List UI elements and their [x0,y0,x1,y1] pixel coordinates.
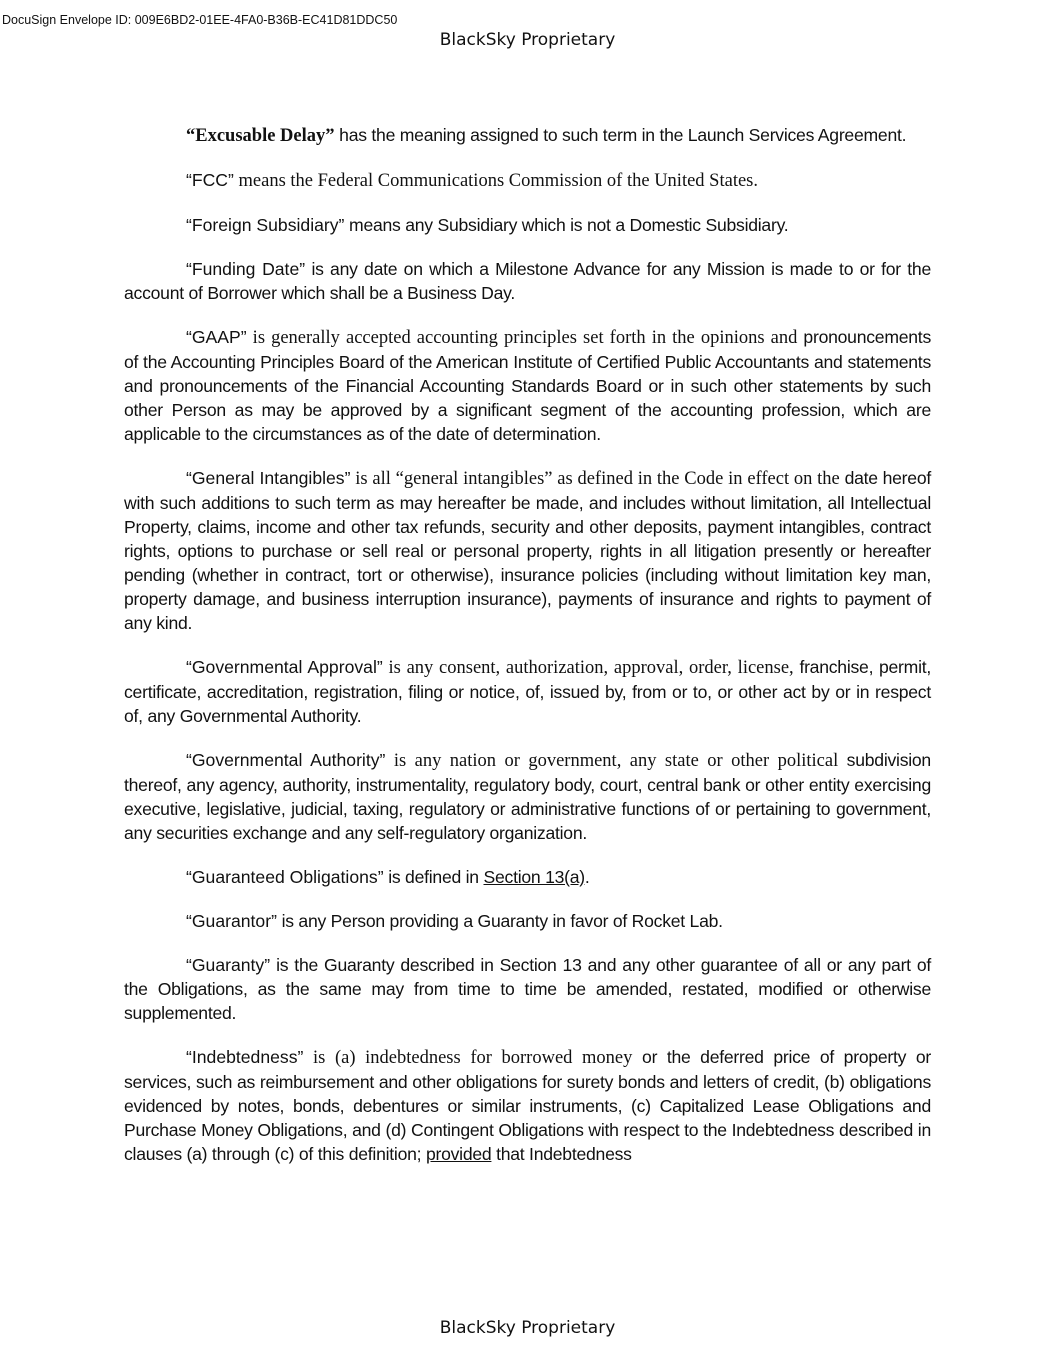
definition-text: has the meaning assigned to such term in the Launch Services Agreement. [334,125,907,145]
section-13a-reference-link[interactable]: Section 13(a) [483,867,585,887]
header-proprietary-label: BlackSky Proprietary [439,30,616,50]
definition-term: “Excusable Delay” [186,126,335,146]
definition-governmental-authority [124,748,931,845]
definition-term: “Indebtedness” [186,1047,304,1067]
definition-text: is any Person providing a Guaranty in favor of Rocket Lab. [276,911,723,931]
definition-term: “Funding Date” [186,259,306,279]
definition-term: “Guaranty” [186,955,271,975]
definition-indebtedness [124,1045,931,1166]
definition-term: “Governmental Authority” [186,750,386,770]
definition-governmental-approval [124,655,931,728]
definition-term: “Governmental Approval” [186,657,383,677]
definition-text: subdivision thereof, any agency, authority, instrumentality, regulatory body, court, central bank or other entity exercising executive, legislative, judicial, taxing, regulatory or administrative functions of or pertaining to government, any securities exchange and any self-regulatory organization. [124,750,931,843]
definition-term: “GAAP” [186,327,247,347]
definition-general-intangibles [124,466,931,635]
definition-text-serif: is any consent, authorization, approval, order, license, [382,658,794,678]
definition-guaranty [124,953,931,1025]
definition-text: pronouncements of the Accounting Principles Board of the American Institute of Certified Public Accountants and statements and pronouncements of the Financial Accounting Standards Board or in such other statements by such other Person as may be approved by a significant segment of the accounting profession, which are applicable to the circumstances as of the date of determination. [124,327,931,444]
definitions-body [124,123,931,1186]
definition-excusable-delay [124,123,931,148]
definition-text: is defined in [383,867,484,887]
definition-text-serif: is all “general intangibles” as defined in the Code in effect on the [350,469,840,489]
definition-gaap [124,325,931,446]
definition-guaranteed-obligations [124,865,931,889]
definition-term: “Guaranteed Obligations” [186,867,384,887]
definition-fcc [124,168,931,193]
definition-text-serif: is (a) indebtedness for borrowed money [303,1048,633,1068]
definition-text: means any Subsidiary which is not a Domestic Subsidiary. [344,215,789,235]
definition-text-after: . [584,867,590,887]
definition-term: “General Intangibles” [186,468,351,488]
definition-text-after: that Indebtedness [491,1144,632,1164]
provided-underlined-word: provided [425,1144,492,1164]
definition-text: date hereof with such additions to such term as may hereafter be made, and includes without limitation, all Intellectual Property, claims, income and other tax refunds, security and other deposits, payment intangibles, contract rights, options to purchase or sell real or personal property, rights in all litigation presently or hereafter pending (whether in contract, tort or otherwise), insurance policies (including without limitation key man, property damage, and business interruption insurance), payments of insurance and rights to payment of any kind. [124,468,931,633]
definition-text: is any date on which a Milestone Advance for any Mission is made to or for the account of Borrower which shall be a Business Day. [124,259,931,303]
definition-text-serif: is any nation or government, any state or other political [385,751,839,771]
definition-text-serif: is generally accepted accounting principles set forth in the opinions and [246,328,798,348]
definition-term: “Guarantor” [186,911,277,931]
definition-text: franchise, permit, certificate, accreditation, registration, filing or notice, of, issued by, from or to, or other act by or in respect of, any Governmental Authority. [124,657,932,726]
definition-text: is the Guaranty described in Section 13 and any other guarantee of all or any part of the Obligations, as the same may from time to time be amended, restated, modified or otherwise supplemented. [124,955,931,1023]
definition-text: or the deferred price of property or services, such as reimbursement and other obligations for surety bonds and letters of credit, (b) obligations evidenced by notes, bonds, debentures or similar instruments, (c) Capitalized Lease Obligations and Purchase Money Obligations, and (d) Contingent Obligations with respect to the Indebtedness described in clauses (a) through (c) of this definition; [124,1047,931,1164]
footer-proprietary-label: BlackSky Proprietary [439,1318,616,1338]
definition-term: “Foreign Subsidiary” [186,215,345,235]
definition-guarantor [124,909,931,933]
definition-text: means the Federal Communications Commission of the United States. [233,171,758,191]
definition-foreign-subsidiary [124,213,931,237]
definition-term: “FCC” [186,170,234,190]
docusign-envelope-id: DocuSign Envelope ID: 009E6BD2-01EE-4FA0-B36B-EC41D81DDC50 [2,13,398,27]
definition-funding-date [124,257,931,305]
